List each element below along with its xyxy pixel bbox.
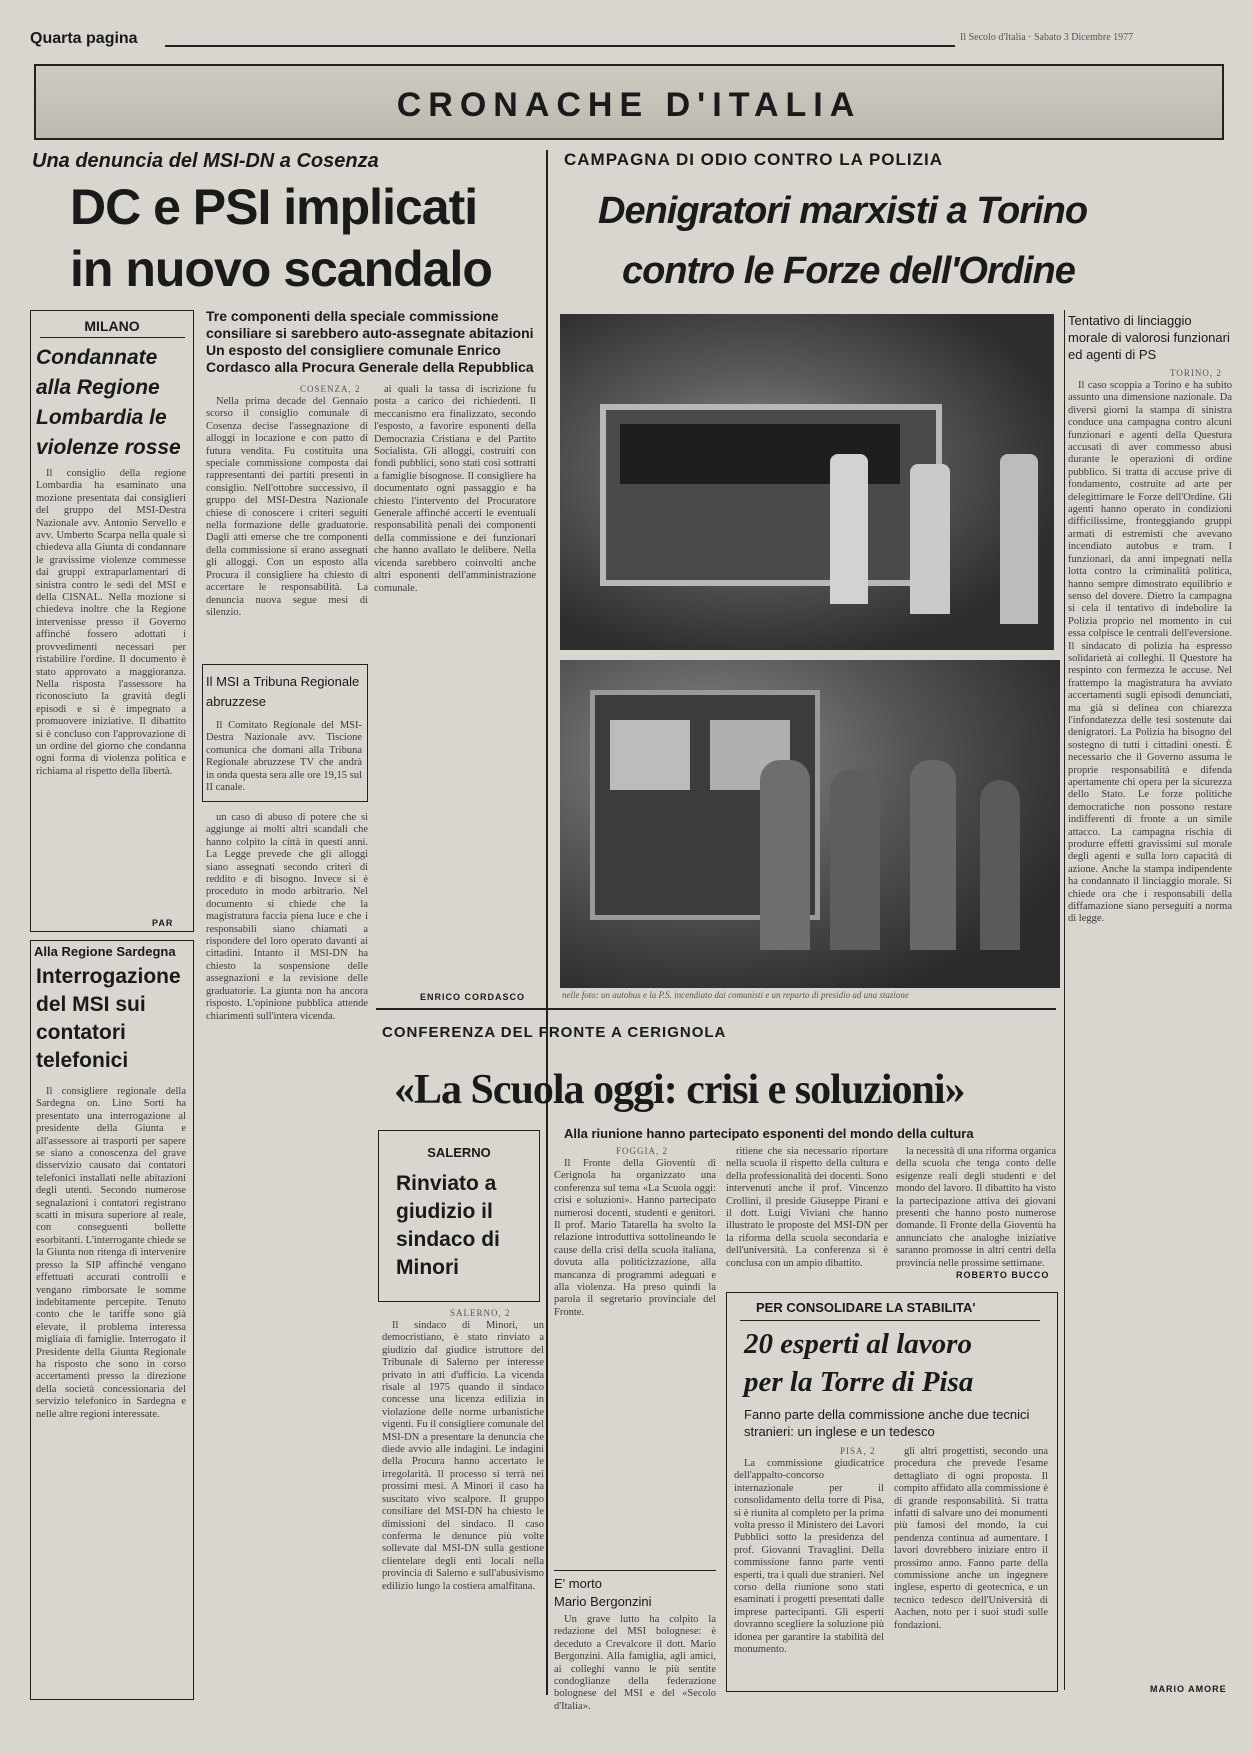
pisa-dateline: PISA, 2 [840, 1446, 876, 1456]
bergonzini-kicker: E' morto [554, 1576, 602, 1591]
left-col1: Nella prima decade del Gennaio scorso il consiglio comunale di Cosenza decise l'assegnazione di alloggi in locazione e con patto di futura vendita. Fu costituita una speciale commissione composta dai rappresentanti dei partiti presenti in consiglio. Nell'ottobre successivo, il gruppo del MSI-Destra Nazionale chiese di conoscere i criteri seguiti nella formazione delle graduatorie. Dagli atti emerse che tre componenti della commissione si erano assegnati gli alloggi. Con un esposto alla Procura il consigliere ha chiesto di accertare le responsabilità. La denuncia nuova segue mesi di silenzio. [206, 396, 368, 618]
salerno-body: Il sindaco di Minori, un democristiano, è stato rinviato a giudizio dal giudice istruttore del Tribunale di Salerno per interesse privato in atti d'ufficio. La vicenda risale al 1975 quando il sindaco concesse una licenza edilizia in violazione delle norme urbanistiche vigenti. Fu il consigliere comunale del MSI-DN a presentare la denuncia che diede avvio alle indagini. Le indagini della Procura hanno accertato le irregolarità. Il processo si terrà nei prossimi mesi. A Minori il caso ha suscitato vivo scalpore. Il gruppo consiliare del MSI-DN ha chiesto le dimissioni del sindaco. Il caso conferma le denunce più volte sollevate dal MSI-DN sulla gestione clientelare degli enti locali nella provincia di Salerno e sull'abusivismo edilizio lungo la costiera amalfitana. [382, 1320, 544, 1592]
salerno-dateline: SALERNO, 2 [450, 1308, 511, 1318]
sardegna-region: Alla Regione Sardegna [34, 944, 176, 959]
cerignola-deck: Alla riunione hanno partecipato esponenti del mondo della cultura [564, 1126, 974, 1141]
pisa-col2: gli altri progettisti, secondo una procedura che prevede l'esame dettagliato di ogni proposta. Il compito affidato alla commissione è di grande responsabilità. Si tratta infatti di salvare uno dei monumenti più famosi del mondo, la cui pendenza continua ad aumentare. I lavori dovrebbero iniziare entro il prossimo anno. Fanno parte della commissione anche un ingegnere inglese, esperto di geotecnica, e un tecnico tedesco dell'Università di Aachen, noto per i suoi studi sulle fondazioni. [894, 1446, 1048, 1631]
polizia-headline-line2: contro le Forze dell'Ordine [622, 250, 1075, 292]
bergonzini-rule [554, 1570, 716, 1571]
pisa-kicker-rule [740, 1320, 1040, 1321]
salerno-city: SALERNO [427, 1145, 491, 1160]
photo-caption: nelle foto: un autobus e la P.S. incendiato dai comunisti e un reparto di presidio ad una stazione [562, 990, 909, 1000]
cerignola-signature: ROBERTO BUCCO [956, 1270, 1050, 1280]
polizia-headline-line1: Denigratori marxisti a Torino [598, 190, 1088, 232]
pisa-headline-line2: per la Torre di Pisa [744, 1366, 974, 1398]
left-deck: Tre componenti della speciale commissione consiliare si sarebbero auto-assegnate abitazioni Un esposto del consigliere comunale Enrico Cordasco alla Procura Generale della Repubblica [206, 308, 534, 375]
polizia-deck: Tentativo di linciaggio morale di valorosi funzionari ed agenti di PS [1068, 313, 1230, 362]
vertical-divider [546, 150, 548, 1695]
polizia-body: Il caso scoppia a Torino e ha subito assunto una dimensione nazionale. Da diversi giorni la stampa di sinistra conduce una campagna contro alcuni funzionari e agenti della Questura accusati di aver commesso abusi durante le operazioni di ordine pubblico. Si tratta di accuse prive di fondamento, costruite ad arte per delegittimare le Forze dell'Ordine. Gli agenti hanno operato in condizioni difficilissime, fronteggiando gruppi armati di estremisti che avevano incendiato autobus e tram. I funzionari, da anni impegnati nella lotta contro la criminalità politica, hanno sempre dimostrato equilibrio e senso del dovere. Dietro la campagna si cela il tentativo di indebolire la Polizia proprio nel momento in cui essa colpisce le centrali dell'eversione. Il sindacato di polizia ha espresso solidarietà ai colleghi. Il Questore ha respinto con fermezza le accuse. Nel frattempo la magistratura ha avviato accertamenti sugli episodi denunciati, ma già si delinea con chiarezza l'infondatezza delle tesi sostenute dai denigratori. La Polizia ha bisogno del sostegno di tutti i cittadini onesti. È necessario che il Governo assuma le proprie responsabilità e difenda apertamente chi opera per la sicurezza dello Stato. Le forze politiche democratiche non possono restare indifferenti di fronte a un simile attacco. La campagna rischia di produrre effetti gravissimi sul morale degli agenti e sulla loro capacità di azione. Anche la stampa indipendente ha condannato il linciaggio morale. Si chiede ora che i responsabili della diffamazione siano perseguiti a norma di legge. [1068, 380, 1232, 925]
left-kicker: Una denuncia del MSI-DN a Cosenza [32, 150, 379, 172]
milano-city: MILANO [84, 318, 140, 334]
photo-station-patrol [560, 660, 1060, 988]
cerignola-col1: Il Fronte della Gioventù di Cerignola ha organizzato una conferenza sul tema «La Scuola oggi: crisi e soluzioni». Hanno partecipato numerosi docenti, studenti e genitori. Il prof. Mario Tatarella ha svolto la relazione introduttiva sottolineando le cause della crisi della scuola italiana, dovuta alla politicizzazione, alla mancanza di programmi adeguati e alla violenza. Ha preso quindi la parola il segretario provinciale del Fronte. [554, 1158, 716, 1318]
sardegna-body: Il consigliere regionale della Sardegna on. Lino Sorti ha presentato una interrogazione al presidente della Giunta e all'assessore ai trasporti per sapere se siano a conoscenza del grave disservizio causato dai contatori telefonici installati nelle abitazioni degli utenti. Secondo numerose segnalazioni i contatori registrano scatti in misura superiore al reale, con conseguenti bollette esorbitanti. L'interrogante chiede se la Giunta non ritenga di intervenire presso la SIP affinché vengano effettuati accurati controlli e vengano rimborsate le somme indebitamente percepite. Tenuto conto che le tariffe sono già elevate, il problema interessa migliaia di famiglie. Interrogato il Presidente della Giunta Regionale ha risposto che sono in corso accertamenti presso la direzione della società concessionaria del servizio telefonico in Sardegna e nelle altre regioni interessate. [36, 1086, 186, 1420]
bergonzini-body: Un grave lutto ha colpito la redazione del MSI bolognese: è deceduto a Crevalcore il dott. Mario Bergonzini. Alla famiglia, agli amici, ai colleghi vanno le più sentite condoglianze della federazione bolognese del MSI e del «Secolo d'Italia». [554, 1614, 716, 1712]
cerignola-col3: la necessità di una riforma organica della scuola che tenga conto delle esigenze reali degli studenti e del mondo del lavoro. Il dibattito ha visto la partecipazione attiva dei giovani presenti che hanno posto numerose domande. Il Fronte della Gioventù ha annunciato che analoghe iniziative saranno promosse in altri centri della provincia nelle prossime settimane. [896, 1146, 1056, 1269]
abruzzo-headline: Il MSI a Tribuna Regionale abruzzese [206, 674, 360, 709]
photo-burnt-bus [560, 314, 1054, 650]
left-col3: un caso di abuso di potere che si aggiunge ai molti altri scandali che hanno colpito la città in questi anni. La Legge prevede che gli alloggi siano assegnati secondo criteri di reddito e di bisogno. Invece si è proceduto in modo arbitrario. Nel documento si chiede che la magistratura faccia piena luce e che i responsabili siano chiamati a rispondere del loro operato davanti ai cittadini. Intanto il MSI-DN ha chiesto la sospensione delle assegnazioni e la revisione delle graduatorie. La giunta non ha ancora risposto. L'opinione pubblica attende chiarimenti sull'intera vicenda. [206, 812, 368, 1022]
left-headline-line2: in nuovo scandalo [70, 241, 492, 297]
cerignola-headline: «La Scuola oggi: crisi e soluzioni» [394, 1067, 965, 1113]
polizia-signature: MARIO AMORE [1150, 1684, 1227, 1694]
polizia-kicker: CAMPAGNA DI ODIO CONTRO LA POLIZIA [564, 150, 944, 169]
milano-signature: PAR [152, 918, 174, 928]
milano-body: Il consiglio della regione Lombardia ha esaminato una mozione presentata dai consiglieri del gruppo del MSI-Destra Nazionale avv. Antonio Servello e avv. Umberto Scarpa nella quale si chiedeva alla Giunta di condannare le gravissime violenze commesse dai gruppi extraparlamentari di sinistra contro le sedi del MSI e della CISNAL. Nella mozione si chiedeva inoltre che la Regione intervenisse presso il Governo affinché fossero adottati i provvedimenti necessari per ristabilire l'ordine. Il documento è stato approvato a maggioranza. Nella risposta l'assessore ha riconosciuto la gravità degli episodi e si è impegnato a promuovere iniziative. Il dibattito si è concluso con l'approvazione di un ordine del giorno che condanna ogni forma di violenza politica e richiama al rispetto della libertà. [36, 468, 186, 777]
pisa-deck: Fanno parte della commissione anche due tecnici stranieri: un inglese e un tedesco [744, 1407, 1030, 1439]
left-dateline: COSENZA, 2 [300, 384, 361, 394]
section-banner [34, 64, 1224, 140]
page-label: Quarta pagina [30, 30, 138, 47]
polizia-dateline: TORINO, 2 [1170, 368, 1222, 378]
pisa-col1: La commissione giudicatrice dell'appalto-concorso internazionale per il consolidamento della torre di Pisa, si è riunita al completo per la prima volta presso il Ministero dei Lavori Pubblici sotto la presidenza del prof. Giovanni Travaglini. Della commissione fanno parte venti esperti, tra i quali due stranieri. Nel corso della riunione sono stati esaminati i progetti presentati dalle imprese partecipanti. Gli esperti dovranno scegliere la soluzione più idonea per garantire la stabilità del monumento. [734, 1458, 884, 1656]
left-signature: ENRICO CORDASCO [420, 992, 526, 1002]
bergonzini-name: Mario Bergonzini [554, 1594, 652, 1609]
left-headline-line1: DC e PSI implicati [70, 179, 478, 235]
milano-headline: Condannate alla Regione Lombardia le violenze rosse [36, 346, 181, 459]
masthead-rule [165, 45, 955, 47]
left-col2: ai quali la tassa di iscrizione fu posta a carico dei richiedenti. Il meccanismo era finalizzato, secondo l'esposto, a favorire esponenti della Democrazia Cristiana e del Partito Socialista. Gli alloggi, costruiti con fondi pubblici, sono stati così sottratti a famiglie bisognose. Il consigliere ha documentato ogni passaggio e ha chiesto l'intervento del Procuratore Generale affinché accerti le eventuali responsabilità penali dei componenti della commissione e dei funzionari che hanno avallato le delibere. Nella vicenda sarebbero coinvolti anche altri esponenti dell'amministrazione comunale. [374, 384, 536, 594]
cerignola-top-rule [376, 1008, 1056, 1010]
sardegna-headline: Interrogazione del MSI sui contatori telefonici [36, 965, 181, 1072]
pisa-kicker: PER CONSOLIDARE LA STABILITA' [756, 1300, 976, 1315]
cerignola-col2: ritiene che sia necessario riportare nella scuola il rispetto della cultura e della professionalità dei docenti. Sono intervenuti anche il prof. Vincenzo Crollini, il preside Giuseppe Pirani e il dott. Luigi Viviani che hanno illustrato le proposte del MSI-DN per la riforma della scuola secondaria e dell'università. La conferenza si è conclusa con un ampio dibattito. [726, 1146, 888, 1269]
paper-date: Il Secolo d'Italia · Sabato 3 Dicembre 1977 [960, 32, 1134, 43]
abruzzo-body: Il Comitato Regionale del MSI-Destra Nazionale avv. Tiscione comunica che domani alla Tribuna Regionale abruzzese TV che andrà in onda questa sera alle ore 19,15 sul II canale. [206, 720, 362, 794]
pisa-headline-line1: 20 esperti al lavoro [744, 1328, 972, 1360]
section-title: CRONACHE D'ITALIA [396, 86, 862, 124]
cerignola-kicker: CONFERENZA DEL FRONTE A CERIGNOLA [382, 1024, 727, 1041]
salerno-headline: Rinviato a giudizio il sindaco di Minori [396, 1172, 500, 1279]
milano-rule [40, 337, 185, 338]
polizia-column-rule [1064, 310, 1065, 1690]
cerignola-dateline: FOGGIA, 2 [616, 1146, 669, 1156]
